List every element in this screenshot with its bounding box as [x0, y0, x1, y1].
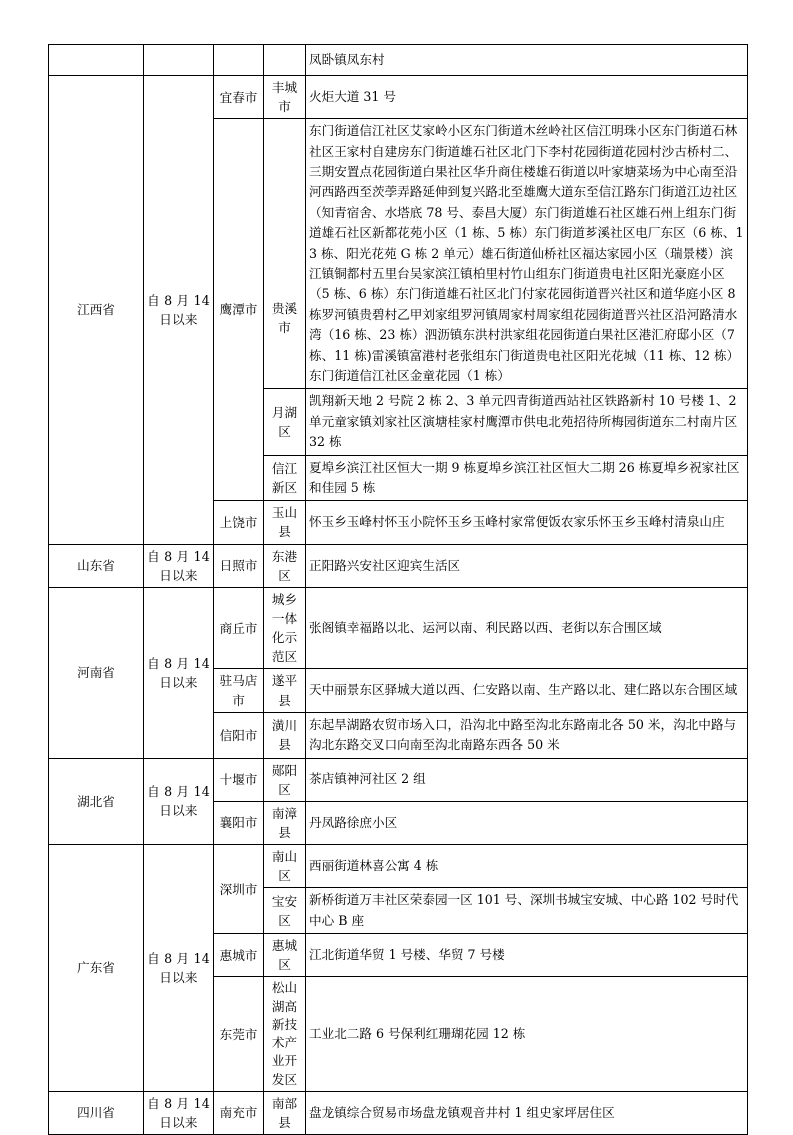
cell-district — [264, 45, 306, 76]
cell-province: 河南省 — [49, 587, 144, 758]
cell-date: 自 8 月 14 日以来 — [144, 1091, 214, 1134]
cell-province: 四川省 — [49, 1091, 144, 1134]
cell-city: 宜春市 — [214, 76, 264, 119]
cell-city: 十堰市 — [214, 758, 264, 801]
cell-district: 遂平县 — [264, 669, 306, 712]
table-row — [49, 587, 748, 669]
cell-city: 商丘市 — [214, 587, 264, 669]
cell-city: 日照市 — [214, 544, 264, 587]
cell-province: 山东省 — [49, 544, 144, 587]
cell-district: 东港区 — [264, 544, 306, 587]
cell-city: 东莞市 — [214, 977, 264, 1092]
cell-address: 东起旱湖路农贸市场入口，沿沟北中路至沟北东路南北各 50 米，沟北中路与沟北东路交叉口向南至沟北南路东西各 50 米 — [306, 712, 748, 758]
cell-province: 江西省 — [49, 76, 144, 545]
cell-address: 东门街道信江社区艾家岭小区东门街道木丝岭社区信江明珠小区东门街道石林社区王家村自建房东门街道雄石社区北门下李村花园街道花园村沙古桥村二、三期安置点花园街道白果社区华升商住楼雄石街道以叶家塘菜场为中心南至沿河西路西至茨荸弄路延伸到复兴路北至雄鹰大道东至信江路东门街道江边社区（知青宿舍、水塔底 78 号、泰昌大厦）东门街道雄石社区雄石州上组东门街道雄石社区新都花苑小区（1 栋、5 栋）东门街道芗溪社区电厂东区（6 栋、13 栋、阳光花苑 G 栋 2 单元）雄石街道仙桥社区福达家园小区（瑞景楼）滨江镇铜都村五里台吴家滨江镇柏里村竹山组东门街道贵电社区阳光豪庭小区（5 栋、6 栋）东门街道雄石社区北门付家花园街道晋兴社区和道华庭小区 8 栋罗河镇贵碧村乙甲刘家组罗河镇周家村周家组花园街道晋兴社区沿河路清水湾（16 栋、23 栋）泗沥镇东洪村洪家组花园街道白果社区港汇府邸小区（7 栋、11 栋)雷溪镇富港村老张组东门街道贵电社区阳光花城（11 栋、12 栋）东门街道信江社区金童花园（1 栋） — [306, 119, 748, 389]
cell-date — [144, 45, 214, 76]
table-row — [49, 1091, 748, 1134]
cell-district: 玉山县 — [264, 501, 306, 544]
cell-city: 惠城市 — [214, 934, 264, 977]
cell-address: 火炬大道 31 号 — [306, 76, 748, 119]
cell-address: 天中丽景东区驿城大道以西、仁安路以南、生产路以北、建仁路以东合围区域 — [306, 669, 748, 712]
cell-province: 广东省 — [49, 845, 144, 1092]
cell-address: 夏埠乡滨江社区恒大一期 9 栋夏埠乡滨江社区恒大二期 26 栋夏埠乡祝家社区和佳园 5 栋 — [306, 455, 748, 501]
cell-city: 南充市 — [214, 1091, 264, 1134]
table-row — [49, 544, 748, 587]
cell-district: 南部县 — [264, 1091, 306, 1134]
cell-address: 怀玉乡玉峰村怀玉小院怀玉乡玉峰村家常便饭农家乐怀玉乡玉峰村清泉山庄 — [306, 501, 748, 544]
cell-district: 郧阳区 — [264, 758, 306, 801]
cell-province: 湖北省 — [49, 758, 144, 845]
table-row — [49, 845, 748, 888]
cell-date: 自 8 月 14 日以来 — [144, 76, 214, 545]
cell-city: 鹰潭市 — [214, 119, 264, 501]
cell-district: 月湖区 — [264, 389, 306, 455]
table-row — [49, 76, 748, 119]
cell-district: 宝安区 — [264, 888, 306, 934]
cell-date: 自 8 月 14 日以来 — [144, 845, 214, 1092]
cell-city — [214, 45, 264, 76]
table-container — [48, 44, 748, 1135]
cell-district: 丰城市 — [264, 76, 306, 119]
cell-address: 正阳路兴安社区迎宾生活区 — [306, 544, 748, 587]
cell-city: 上饶市 — [214, 501, 264, 544]
table-row — [49, 45, 748, 76]
cell-district: 信江新区 — [264, 455, 306, 501]
cell-address: 凤卧镇凤东村 — [306, 45, 748, 76]
risk-area-table — [48, 44, 748, 1135]
cell-district: 贵溪市 — [264, 119, 306, 389]
cell-date: 自 8 月 14 日以来 — [144, 758, 214, 845]
cell-address: 工业北二路 6 号保利红珊瑚花园 12 栋 — [306, 977, 748, 1092]
cell-address: 西丽街道林喜公寓 4 栋 — [306, 845, 748, 888]
cell-district: 惠城区 — [264, 934, 306, 977]
cell-date: 自 8 月 14 日以来 — [144, 544, 214, 587]
table-row — [49, 758, 748, 801]
cell-address: 凯翔新天地 2 号院 2 栋 2、3 单元四青街道西站社区铁路新村 10 号楼 1、2 单元童家镇刘家社区演塘桂家村鹰潭市供电北苑招待所梅园街道东二村南片区 32 栋 — [306, 389, 748, 455]
cell-district: 南漳县 — [264, 801, 306, 844]
cell-address: 张阁镇幸福路以北、运河以南、利民路以西、老街以东合围区域 — [306, 587, 748, 669]
cell-city: 驻马店市 — [214, 669, 264, 712]
cell-district: 城乡一体化示范区 — [264, 587, 306, 669]
cell-district: 松山湖高新技术产业开发区 — [264, 977, 306, 1092]
cell-address: 江北街道华贸 1 号楼、华贸 7 号楼 — [306, 934, 748, 977]
cell-address: 盘龙镇综合贸易市场盘龙镇观音井村 1 组史家坪居住区 — [306, 1091, 748, 1134]
cell-district: 南山区 — [264, 845, 306, 888]
cell-address: 茶店镇神河社区 2 组 — [306, 758, 748, 801]
cell-date: 自 8 月 14 日以来 — [144, 587, 214, 758]
cell-address: 丹凤路徐庶小区 — [306, 801, 748, 844]
cell-province — [49, 45, 144, 76]
cell-city: 襄阳市 — [214, 801, 264, 844]
cell-address: 新桥街道万丰社区荣泰园一区 101 号、深圳书城宝安城、中心路 102 号时代中心 B 座 — [306, 888, 748, 934]
cell-city: 信阳市 — [214, 712, 264, 758]
cell-city: 深圳市 — [214, 845, 264, 934]
cell-district: 潢川县 — [264, 712, 306, 758]
